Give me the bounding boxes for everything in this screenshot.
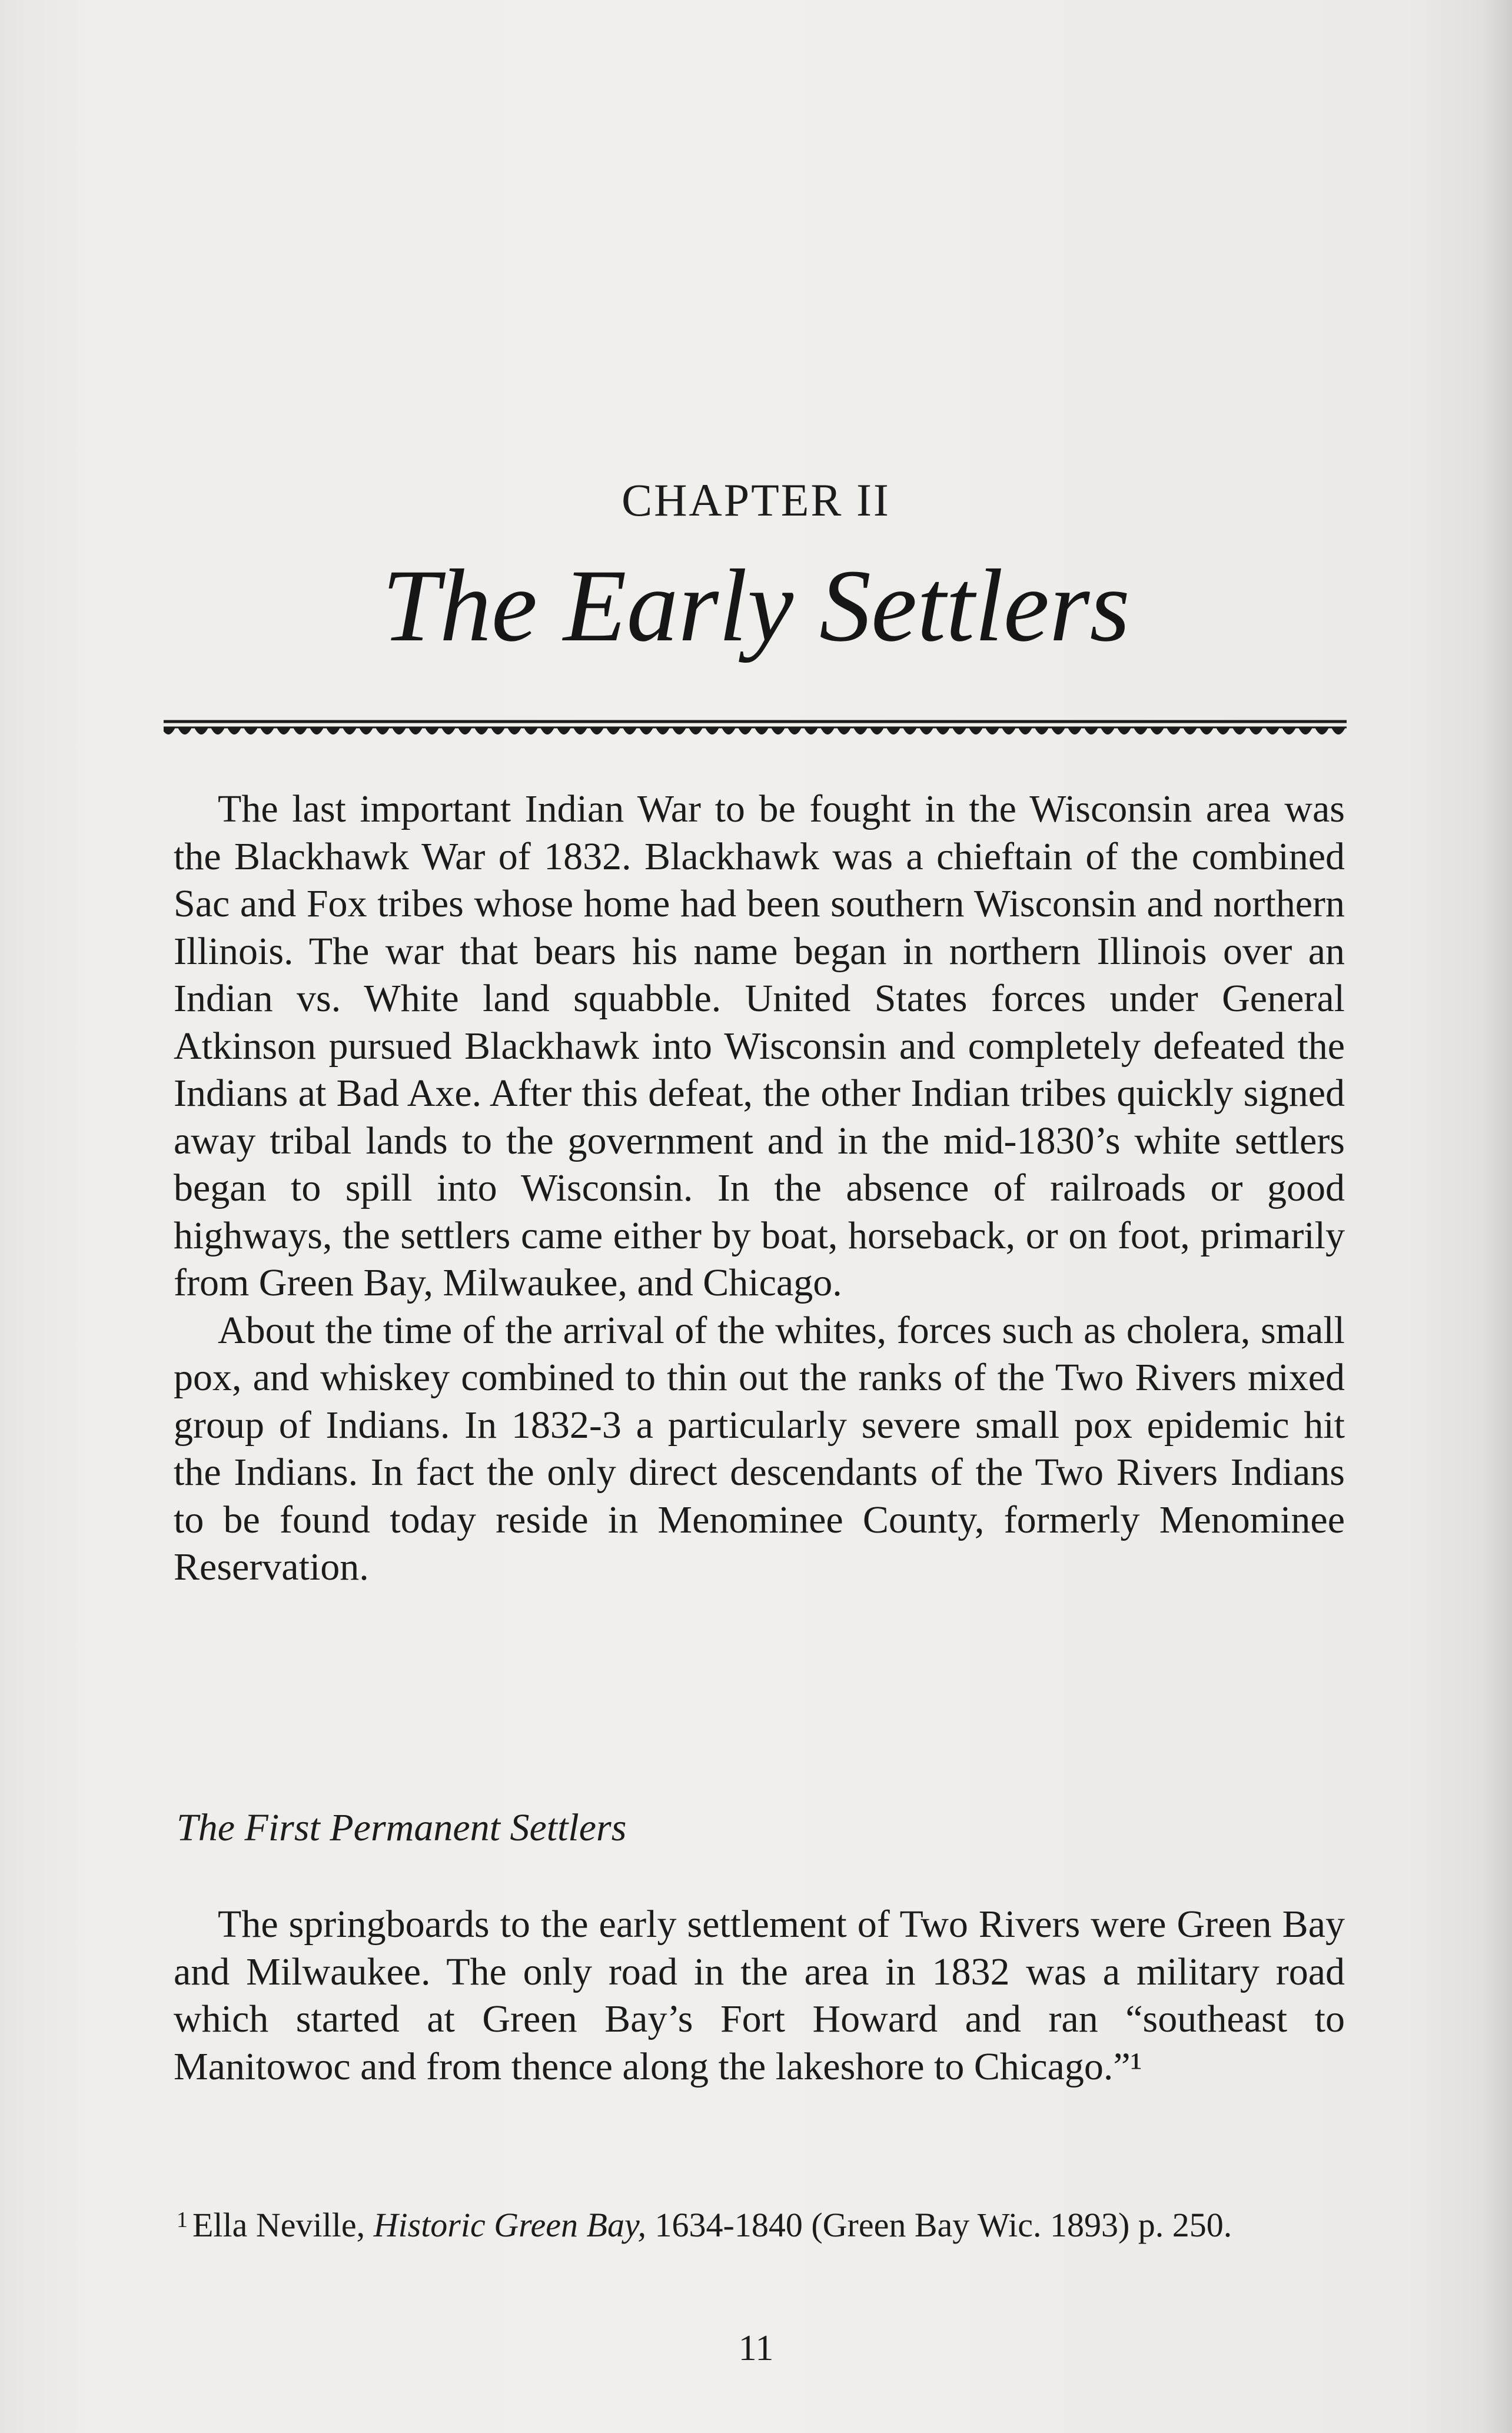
ornament-scallop: [903, 727, 917, 734]
ornament-scallop: [1035, 727, 1049, 734]
ornament-scallop: [837, 727, 851, 734]
decorative-rule: [164, 719, 1347, 743]
ornament-scallop: [375, 727, 390, 734]
ornament-scallop: [164, 727, 175, 734]
ornament-scallop: [705, 727, 719, 734]
ornament-scallop: [936, 727, 950, 734]
ornament-scallop: [1282, 727, 1296, 734]
ornament-scallop: [491, 727, 505, 734]
chapter-title: The Early Settlers: [382, 549, 1130, 663]
ornament-scallop: [1315, 727, 1329, 734]
ornament-scallop: [1232, 727, 1247, 734]
ornament-scallop: [1068, 727, 1082, 734]
page-edge-shadow: [1483, 0, 1512, 2433]
ornament-scallop: [656, 727, 670, 734]
paragraph-3: The springboards to the early settlement of Two Rivers were Green Bay and Milwaukee. The only road in the area in 1832 was a military road which started at Green Bay’s Fort Howard and ran “southeast to Manitowoc and from thence along the lakeshore to Chicago.”¹: [174, 1903, 1345, 2088]
footnote-details: 1634-1840 (Green Bay Wic. 1893) p. 250.: [646, 2206, 1232, 2244]
ornament-scallop: [689, 727, 703, 734]
ornament-scallop: [1249, 727, 1263, 734]
section-body: [174, 1901, 1345, 2090]
ornament-scallop: [639, 727, 653, 734]
ornament-scallop: [194, 727, 208, 734]
ornament-scallop: [804, 727, 818, 734]
ornament-scallop: [293, 727, 307, 734]
ornament-scallop: [606, 727, 620, 734]
paragraph-1: The last important Indian War to be fought in the Wisconsin area was the Blackhawk War of 1832. Blackhawk was a chieftain of the combined Sac and Fox tribes whose home had been southern Wisconsin and northern Illinois. The war that bears his name began in northern Illinois over an Indian vs. White land squabble. United States forces under General Atkinson pursued Blackhawk into Wisconsin and completely defeated the Indians at Bad Axe. After this defeat, the other Indian tribes quickly signed away tribal lands to the government and in the mid-1830’s white settlers began to spill into Wisconsin. In the absence of railroads or good highways, the settlers came either by boat, horseback, or on foot, primarily from Green Bay, Milwaukee, and Chicago.: [174, 787, 1345, 1304]
ornament-scallop: [969, 727, 983, 734]
ornament-scallop: [1150, 727, 1164, 734]
ornament-scallop: [1216, 727, 1230, 734]
ornament-scallop: [260, 727, 274, 734]
ornament-scallop: [441, 727, 456, 734]
ornament-scallop: [227, 727, 241, 734]
ornament-scallop: [425, 727, 439, 734]
ornament-scallop: [573, 727, 587, 734]
paragraph-2: About the time of the arrival of the whites, forces such as cholera, small pox, and whiskey combined to thin out the ranks of the Two Rivers mixed group of Indians. In 1832-3 a particularly severe small pox epidemic hit the Indians. In fact the only direct descendants of the Two Rivers Indians to be found today reside in Menominee County, formerly Menominee Reservation.: [174, 1308, 1345, 1588]
ornament-scallop: [211, 727, 225, 734]
ornament-scallop: [1018, 727, 1032, 734]
ornament-scallop: [787, 727, 802, 734]
page-number: 11: [738, 2328, 774, 2368]
ornament-scallop: [392, 727, 406, 734]
chapter-body: [174, 786, 1345, 1591]
ornament-scallop: [524, 727, 538, 734]
ornament-scallop: [952, 727, 966, 734]
ornament-scallop: [359, 727, 373, 734]
ornament-scallop: [590, 727, 604, 734]
ornament-scallop: [408, 727, 423, 734]
ornament-scallop: [1167, 727, 1181, 734]
ornament-scallop: [755, 727, 769, 734]
footnote-work-title: Historic Green Bay,: [373, 2206, 647, 2244]
ornament-scallop: [310, 727, 324, 734]
ornament-scallop: [1101, 727, 1115, 734]
ornament-scallop: [919, 727, 933, 734]
ornament-scallop: [540, 727, 554, 734]
ornament-scallop: [343, 727, 357, 734]
footnote-marker: 1: [177, 2208, 188, 2232]
ornament-scallop: [178, 727, 192, 734]
ornament-scallop: [672, 727, 686, 734]
ornament-scallop: [820, 727, 835, 734]
ornament-scallop: [985, 727, 999, 734]
ornament-scallop: [1199, 727, 1214, 734]
ornament-scallop: [277, 727, 291, 734]
ornament-scallop: [870, 727, 884, 734]
footnote: [177, 2198, 1345, 2247]
ornament-scallop: [326, 727, 340, 734]
ornament-scallop: [474, 727, 489, 734]
ornament-scallop: [738, 727, 752, 734]
ornament-scallop: [1134, 727, 1148, 734]
ornament-scallop: [1331, 727, 1345, 734]
ornament-scallop: [1183, 727, 1197, 734]
ornament-scallop: [886, 727, 900, 734]
ornament-scallop: [1084, 727, 1098, 734]
ornament-scallop: [244, 727, 258, 734]
section-heading: The First Permanent Settlers: [177, 1806, 627, 1849]
ornament-scallop: [722, 727, 736, 734]
ornament-scallop: [623, 727, 637, 734]
ornament-scallop: [507, 727, 521, 734]
ornament-scallop: [458, 727, 472, 734]
ornament-scallop: [1002, 727, 1016, 734]
chapter-number: CHAPTER II: [622, 474, 890, 526]
ornament-scallop: [1265, 727, 1280, 734]
ornament-scallop: [1117, 727, 1131, 734]
ornament-scallop: [1051, 727, 1065, 734]
ornament-scallop: [557, 727, 571, 734]
ornament-scallop: [853, 727, 868, 734]
ornament-scallop: [1298, 727, 1312, 734]
footnote-author: Ella Neville,: [192, 2206, 365, 2244]
ornament-scallop: [771, 727, 785, 734]
